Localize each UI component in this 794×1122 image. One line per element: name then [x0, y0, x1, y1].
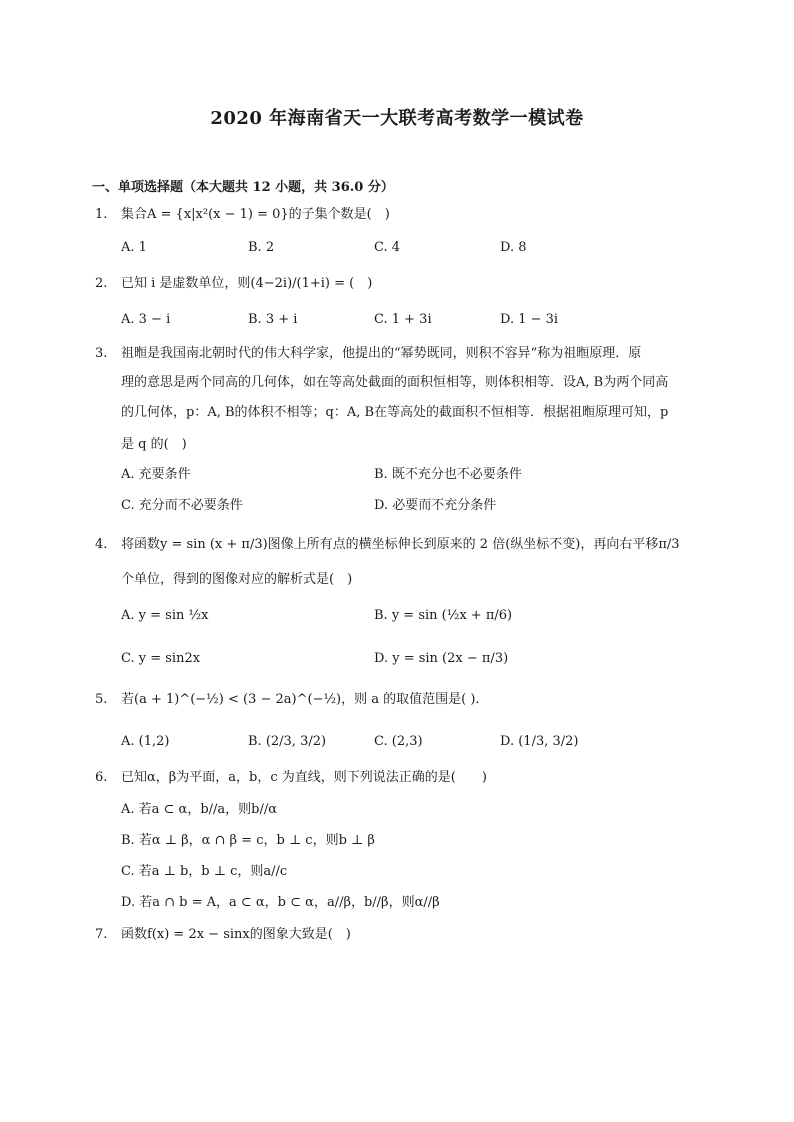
option-d: D. 若a ∩ b = A，a ⊂ α，b ⊂ α，a//β，b//β，则α//β: [121, 895, 440, 910]
question-text-line: 是 q 的( ): [121, 437, 187, 452]
option-a: A. 3 − i: [121, 312, 171, 327]
option-b: B. 3 + i: [248, 312, 298, 327]
question-3: [95, 346, 121, 362]
question-text: 函数f(x) = 2x − sinx的图象大致是( ): [121, 927, 351, 942]
option-b: B. y = sin (½x + π/6): [374, 608, 513, 623]
option-c: C. 4: [374, 240, 401, 255]
question-number: 2.: [95, 276, 108, 291]
option-c: C. 充分而不必要条件: [121, 498, 243, 513]
question-text: 若(a + 1)^(−½) < (3 − 2a)^(−½)，则 a 的取值范围是( )．: [121, 692, 489, 707]
option-b: B. 2: [248, 240, 275, 255]
option-c: C. 若a ⊥ b，b ⊥ c，则a//c: [121, 864, 288, 879]
question-text: 已知 i 是虚数单位，则(4−2i)/(1+i) = ( ): [121, 276, 373, 291]
question-text: 已知α，β为平面，a，b，c 为直线，则下列说法正确的是( ): [121, 770, 487, 785]
question-number: 6.: [95, 770, 108, 785]
option-b: B. (2/3, 3/2): [248, 734, 327, 749]
question-4: [95, 537, 121, 553]
question-text-line: 祖暅是我国南北朝时代的伟大科学家，他提出的“幂势既同，则积不容异”称为祖暅原理．原: [121, 346, 642, 361]
option-d: D. (1/3, 3/2): [500, 734, 579, 749]
option-a: A. 1: [121, 240, 147, 255]
question-text-line: 的几何体，p：A, B的体积不相等；q：A, B在等高处的截面积不恒相等．根据祖暅原理可知，p: [121, 405, 669, 420]
option-a: A. 若a ⊂ α，b//a，则b//α: [121, 802, 278, 817]
option-d: D. 8: [500, 240, 527, 255]
question-text-line: 将函数y = sin (x + π/3)图像上所有点的横坐标伸长到原来的 2 倍(纵坐标不变)，再向右平移π/3: [121, 537, 680, 552]
question-7: [95, 927, 351, 943]
option-d: D. 必要而不充分条件: [374, 498, 497, 513]
question-number: 4.: [95, 537, 108, 552]
option-b: B. 既不充分也不必要条件: [374, 467, 522, 482]
option-d: D. 1 − 3i: [500, 312, 559, 327]
option-a: A. (1,2): [121, 734, 170, 749]
option-c: C. y = sin2x: [121, 651, 201, 666]
question-6: [95, 770, 487, 786]
question-number: 3.: [95, 346, 108, 361]
option-c: C. (2,3): [374, 734, 423, 749]
question-text-line: 理的意思是两个同高的几何体，如在等高处截面的面积恒相等，则体积相等．设A, B为两个同高: [121, 375, 669, 390]
question-number: 7.: [95, 927, 108, 942]
option-a: A. y = sin ½x: [121, 608, 209, 623]
question-5: [95, 692, 488, 708]
option-a: A. 充要条件: [121, 467, 191, 482]
option-d: D. y = sin (2x − π/3): [374, 651, 509, 666]
question-text-line: 个单位，得到的图像对应的解析式是( ): [121, 572, 353, 587]
section-heading: 一、单项选择题（本大题共 12 小题，共 36.0 分）: [92, 180, 394, 195]
question-text: 集合A = {x|x²(x − 1) = 0}的子集个数是( ): [121, 207, 390, 222]
option-b: B. 若α ⊥ β，α ∩ β = c，b ⊥ c，则b ⊥ β: [121, 833, 375, 848]
question-1: [95, 207, 390, 223]
option-c: C. 1 + 3i: [374, 312, 432, 327]
page-title: 2020 年海南省天一大联考高考数学一模试卷: [210, 108, 584, 129]
question-2: [95, 276, 372, 292]
question-number: 1.: [95, 207, 108, 222]
question-number: 5.: [95, 692, 108, 707]
